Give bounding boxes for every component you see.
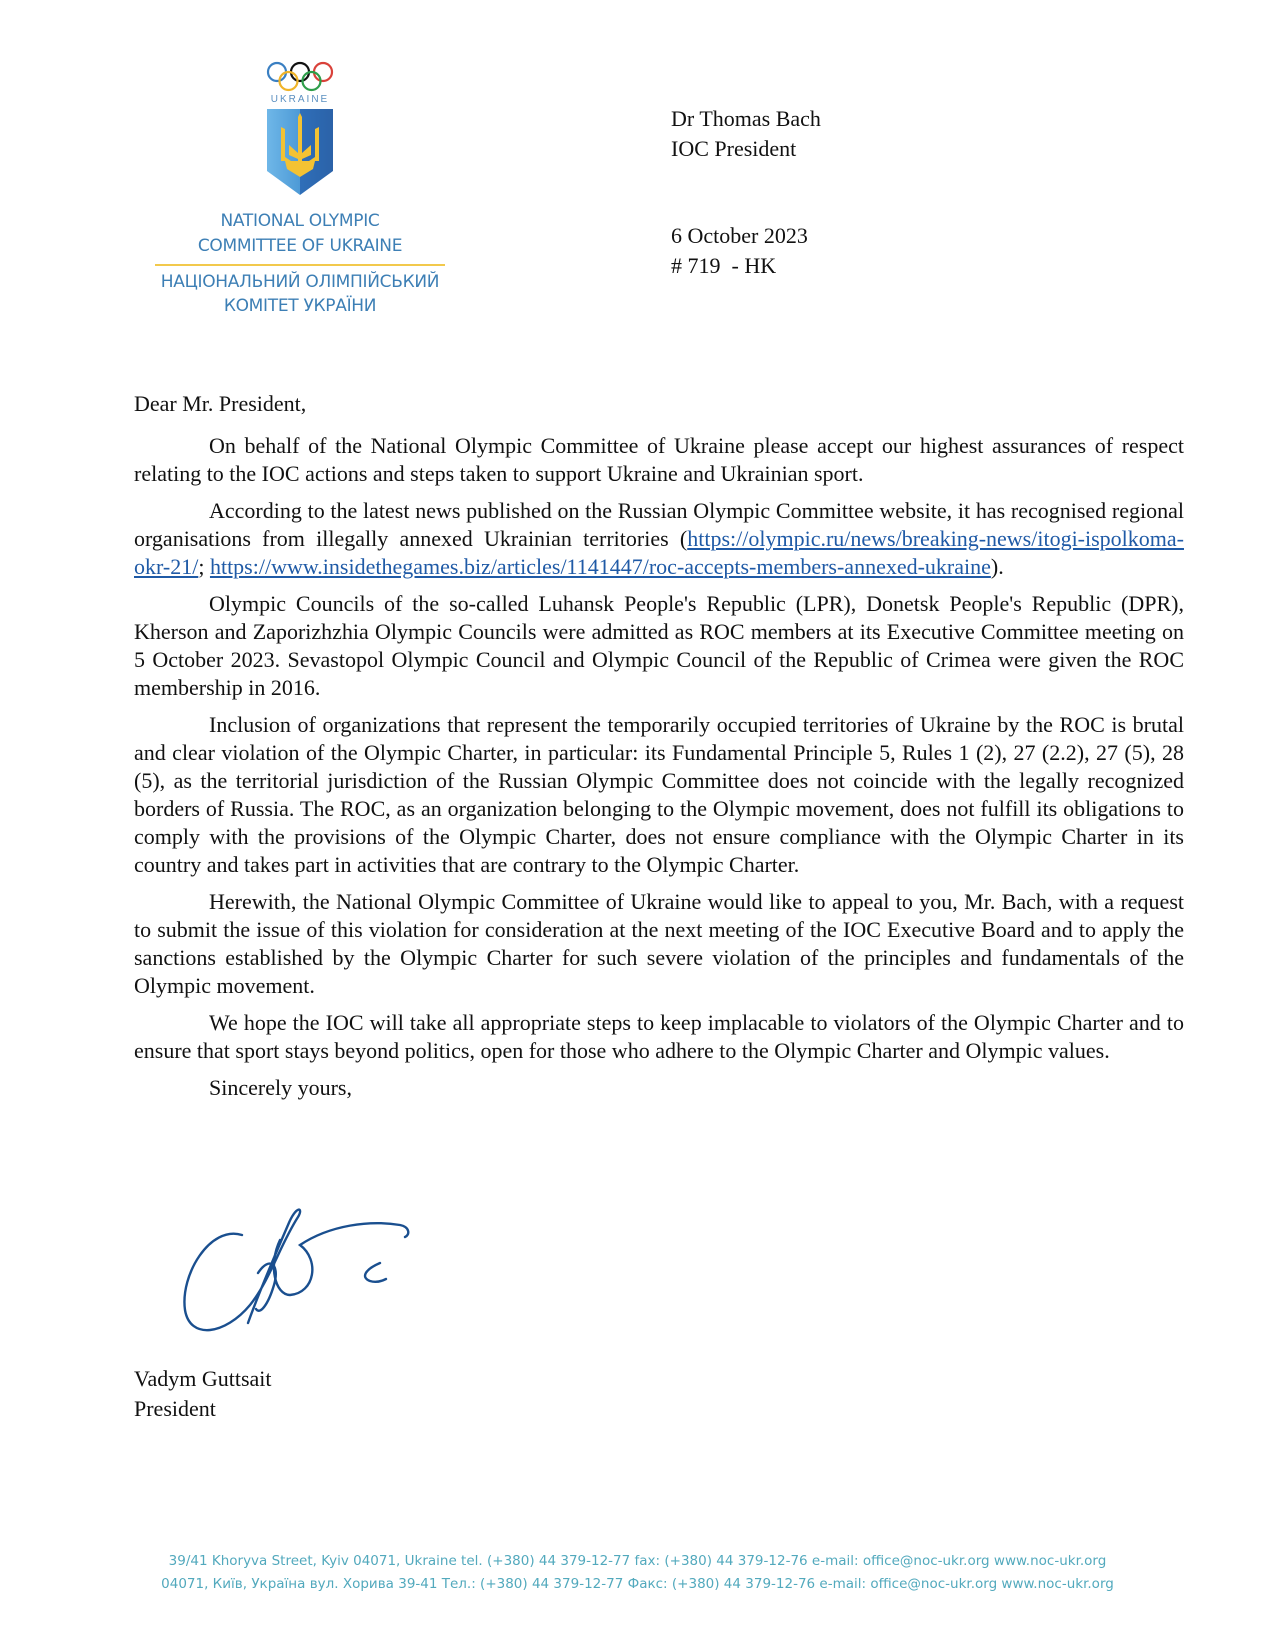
olympic-ru-link[interactable]: https://olympic.ru/news/breaking-news/itogi-ispolkoma-okr-21/ <box>134 526 1184 579</box>
org-name-ua: НАЦІОНАЛЬНИЙ ОЛІМПІЙСЬКИЙ КОМІТЕТ УКРАЇНИ <box>160 272 440 316</box>
reference-number: # 719 - HK <box>671 253 777 278</box>
recipient-block <box>671 104 821 164</box>
paragraph-4: Inclusion of organizations that represent the temporarily occupied territories of Ukraine by the ROC is brutal and clear violation of the Olympic Charter, in particular: its Fundamental Principle 5, Rules 1 (2), 27 (2.2), 27 (5), 28 (5), as the territorial jurisdiction of the Russian Olympic Committee does not coincide with the legally recognized borders of Russia. The ROC, as an organization belonging to the Olympic movement, does not fulfill its obligations to comply with the provisions of the Olympic Charter, does not ensure compliance with the Olympic Charter in its country and takes part in activities that are contrary to the Olympic Charter. <box>134 712 1184 877</box>
footer-line-en: 39/41 Khoryva Street, Kyiv 04071, Ukraine tel. (+380) 44 379-12-77 fax: (+380) 44 379-12-76 e-mail: office@noc-ukr.org www.noc-ukr.org <box>168 1553 1107 1569</box>
letterhead-logo <box>140 60 460 318</box>
trident-shield-icon <box>267 109 333 195</box>
signer-title: President <box>134 1396 216 1421</box>
insidethegames-link[interactable]: https://www.insidethegames.biz/articles/1141447/roc-accepts-members-annexed-ukraine <box>209 554 991 579</box>
paragraph-1: On behalf of the National Olympic Committee of Ukraine please accept our highest assurances of respect relating to the IOC actions and steps taken to support Ukraine and Ukrainian sport. <box>134 433 1184 486</box>
salutation: Dear Mr. President, <box>134 391 307 416</box>
recipient-title: IOC President <box>671 136 797 161</box>
recipient-name: Dr Thomas Bach <box>671 106 821 131</box>
letter-body <box>134 390 1184 1102</box>
letter-date: 6 October 2023 <box>671 223 808 248</box>
closing: Sincerely yours, <box>209 1075 352 1100</box>
org-name-en: NATIONAL OLYMPIC COMMITTEE OF UKRAINE <box>197 211 403 256</box>
paragraph-6: We hope the IOC will take all appropriate steps to keep implacable to violators of the Olympic Charter and to ensure that sport stays beyond politics, open for those who adhere to the Olympic Charter and Olympic values. <box>134 1010 1184 1063</box>
paragraph-3: Olympic Councils of the so-called Luhansk People's Republic (LPR), Donetsk People's Republic (DPR), Kherson and Zaporizhzhia Olympic Councils were admitted as ROC members at its Executive Committee meeting on 5 October 2023. Sevastopol Olympic Council and Olympic Council of the Republic of Crimea were given the ROC membership in 2016. <box>134 591 1184 700</box>
date-reference-block <box>671 221 808 281</box>
footer-contacts <box>0 1550 1275 1596</box>
signature-icon <box>180 1205 420 1345</box>
signer-name: Vadym Guttsait <box>134 1366 272 1391</box>
paragraph-5: Herewith, the National Olympic Committee of Ukraine would like to appeal to you, Mr. Bach, with a request to submit the issue of this violation for consideration at the next meeting of the IOC Executive Board and to apply the sanctions established by the Olympic Charter for such severe violation of the principles and fundamentals of the Olympic movement. <box>134 889 1184 998</box>
paragraph-2: According to the latest news published on the Russian Olympic Committee website, it has recognised regional organisations from illegally annexed Ukrainian territories (https://olympic.ru/news/breaking-news/itogi-ispolkoma-okr-21/; https://www.insidethegames.biz/articles/1141447/roc-accepts-members-annexed-ukraine). <box>134 498 1184 579</box>
olympic-rings-icon <box>265 60 335 94</box>
country-word: UKRAINE <box>270 94 330 105</box>
signer-block <box>134 1364 272 1424</box>
footer-line-ua: 04071, Київ, Україна вул. Хорива 39-41 Тел.: (+380) 44 379-12-77 Факс: (+380) 44 379-12-76 e-mail: office@noc-ukr.org www.noc-ukr.org <box>161 1576 1114 1592</box>
letterhead-divider <box>155 264 445 266</box>
